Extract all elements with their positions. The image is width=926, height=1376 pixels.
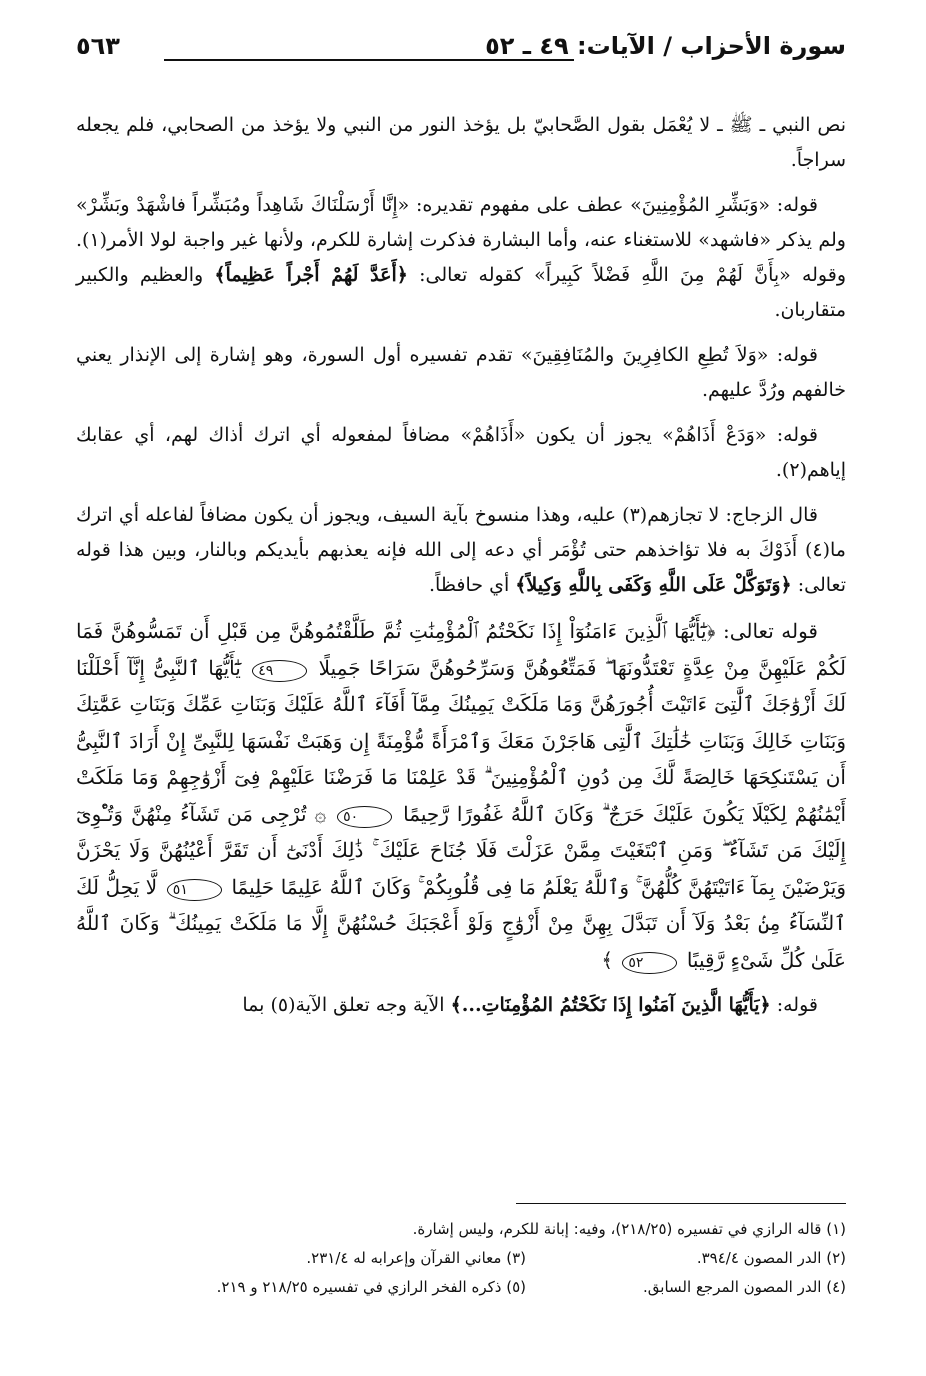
footnote-2: (٢) الدر المصون ٣٩٤/٤.: [696, 1249, 846, 1267]
footnote-3: (٣) معاني القرآن وإعرابه له ٢٣١/٤.: [306, 1249, 526, 1267]
footnote-4: (٤) الدر المصون المرجع السابق.: [643, 1278, 846, 1296]
main-text: [76, 108, 846, 1033]
paragraph-5: [76, 498, 846, 603]
paragraph-2: [76, 188, 846, 328]
page-number: ٥٦٣: [76, 32, 120, 60]
paragraph-5-text-a: قال الزجاج: لا تجازهم(٣) عليه، وهذا منسوخ بآية السيف، ويجوز أن يكون مضافاً لفاعله أي اترك ما(٤) أَذَوْكَ به فلا تؤاخذهم حتى تُؤْمَر أي دعه إلى الله فإنه يعذبهم بأيديكم وبالنار، وبين هذا قوله تعالى:: [76, 504, 846, 596]
verse-49: ﴿يَٰٓأَيُّهَا ٱلَّذِينَ ءَامَنُوٓاْ إِذَا نَكَحْتُمُ ٱلْمُؤْمِنَٰتِ ثُمَّ طَلَّقْتُمُوهُنَّ مِن قَبْلِ أَن تَمَسُّوهُنَّ فَمَا لَكُمْ عَلَيْهِنَّ مِنْ عِدَّةٍ تَعْتَدُّونَهَا ۖ فَمَتِّعُوهُنَّ وَسَرِّحُوهُنَّ سَرَاحًا جَمِيلًا: [76, 619, 847, 680]
ayah-number-50: ٥٠: [337, 806, 392, 828]
ayah-number-52: ٥٢: [622, 952, 677, 974]
paragraph-3: قوله: «وَلاَ تُطِعِ الكافِرِينَ والمُنَافِقِينَ» تقدم تفسيره أول السورة، وهو إشارة إلى الإنذار يعني خالفهم ورُدَّ عليهم.: [76, 344, 846, 401]
verse-50: يَٰٓأَيُّهَا ٱلنَّبِىُّ إِنَّآ أَحْلَلْنَا لَكَ أَزْوَٰجَكَ ٱلَّٰتِىٓ ءَاتَيْتَ أُجُورَهُنَّ وَمَا مَلَكَتْ يَمِينُكَ مِمَّآ أَفَآءَ ٱللَّهُ عَلَيْكَ وَبَنَاتِ عَمِّكَ وَبَنَاتِ عَمَّٰتِكَ وَبَنَاتِ خَالِكَ وَبَنَاتِ خَٰلَٰتِكَ ٱلَّٰتِى هَاجَرْنَ مَعَكَ وَٱمْرَأَةً مُّؤْمِنَةً إِن وَهَبَتْ نَفْسَهَا لِلنَّبِىِّ إِنْ أَرَادَ ٱلنَّبِىُّ أَن يَسْتَنكِحَهَا خَالِصَةً لَّكَ مِن دُونِ ٱلْمُؤْمِنِينَ ۗ قَدْ عَلِمْنَا مَا فَرَضْنَا عَلَيْهِمْ فِىٓ أَزْوَٰجِهِمْ وَمَا مَلَكَتْ أَيْمَٰنُهُمْ لِكَيْلَا يَكُونَ عَلَيْكَ حَرَجٌ ۗ وَكَانَ ٱللَّهُ غَفُورًا رَّحِيمًا: [76, 655, 847, 826]
ayah-number-51: ٥١: [167, 879, 222, 901]
paragraph-4: قوله: «وَدَعْ أَذَاهُمْ» يجوز أن يكون «أَذَاهُمْ» مضافاً لمفعوله أي اترك أذاك لهم، أي عقابك إياهم(٢).: [76, 424, 846, 481]
header-rule: [164, 59, 574, 61]
footnote-5: (٥) ذكره الفخر الرازي في تفسيره ٢١٨/٢٥ و ٢١٩.: [216, 1278, 526, 1296]
verse-intro: قوله تعالى:: [722, 619, 818, 643]
verse-52: لَّا يَحِلُّ لَكَ ٱلنِّسَآءُ مِنۢ بَعْدُ وَلَآ أَن تَبَدَّلَ بِهِنَّ مِنْ أَزْوَٰجٍ وَلَوْ أَعْجَبَكَ حُسْنُهُنَّ إِلَّا مَا مَلَكَتْ يَمِينُكَ ۗ وَكَانَ ٱللَّهُ عَلَىٰ كُلِّ شَىْءٍ رَّقِيبًا: [76, 874, 846, 972]
paragraph-2-text-b: والعظيم والكبير متقاربان.: [76, 264, 846, 321]
ayah-number-49: ٤٩: [252, 660, 307, 682]
paragraph-1: نص النبي ـ ﷺ ـ لا يُعْمَل بقول الصَّحابيّ بل يؤخذ النور من النبي ولا يؤخذ من الصحابي، فلم يجعله سراجاً.: [76, 114, 846, 171]
footnote-1: (١) قاله الرازي في تفسيره (٢١٨/٢٥)، وفيه: إبانة للكرم، وليس إشارة.: [412, 1220, 846, 1238]
quran-quote-2: ﴿وَتَوَكَّلْ عَلَى اللَّهِ وَكَفَى بِاللَّهِ وَكِيلاً﴾: [515, 574, 792, 596]
footnote-row-3: [76, 1273, 846, 1302]
verse-51: ۞ تُرْجِى مَن تَشَآءُ مِنْهُنَّ وَتُـْٔوِىٓ إِلَيْكَ مَن تَشَآءُ ۖ وَمَنِ ٱبْتَغَيْتَ مِمَّنْ عَزَلْتَ فَلَا جُنَاحَ عَلَيْكَ ۚ ذَٰلِكَ أَدْنَىٰٓ أَن تَقَرَّ أَعْيُنُهُنَّ وَلَا يَحْزَنَّ وَيَرْضَيْنَ بِمَآ ءَاتَيْتَهُنَّ كُلُّهُنَّ ۚ وَٱللَّهُ يَعْلَمُ مَا فِى قُلُوبِكُمْ ۚ وَكَانَ ٱللَّهُ عَلِيمًا حَلِيمًا: [76, 801, 846, 899]
quran-verse-block: [76, 613, 846, 978]
footnote-row-2: [76, 1244, 846, 1273]
paragraph-6-text-a: قوله:: [776, 994, 818, 1016]
paragraph-2-text-a: قوله: «وَبَشِّرِ المُؤْمِنِينَ» عطف على مفهوم تقديره: «إِنَّا أَرْسَلْنَاكَ شَاهِداً ومُبَشِّراً فاشْهَدْ وبَشِّرْ» ولم يذكر «فاشهد» للاستغناء عنه، وأما البشارة فذكرت إشارة للكرم، ولأنها غير واجبة لولا الأمر(١). وقوله «بِأَنَّ لَهُمْ مِنَ اللَّهِ فَضْلاً كَبِيراً» كقوله تعالى:: [76, 194, 846, 286]
footnote-separator: [516, 1203, 846, 1204]
page-header: [76, 32, 846, 72]
surah-title: سورة الأحزاب / الآيات: ٤٩ ـ ٥٢: [485, 32, 846, 60]
paragraph-6-text-b: الآية وجه تعلق الآية(٥) بما: [242, 994, 445, 1016]
paragraph-5-text-b: أي حافظاً.: [429, 574, 510, 596]
verse-end-bracket: ﴾: [601, 947, 614, 972]
paragraph-6: [76, 988, 846, 1023]
quran-quote-3: ﴿يَأَيُّهَا الَّذِينَ آمَنُوا إِذَا نَكَحْتُمُ المُؤْمِنَاتِ...﴾: [450, 994, 771, 1016]
footnotes: [76, 1215, 846, 1302]
quran-quote-1: ﴿أَعَدَّ لَهُمْ أَجْراً عَظِيماً﴾: [214, 264, 408, 286]
